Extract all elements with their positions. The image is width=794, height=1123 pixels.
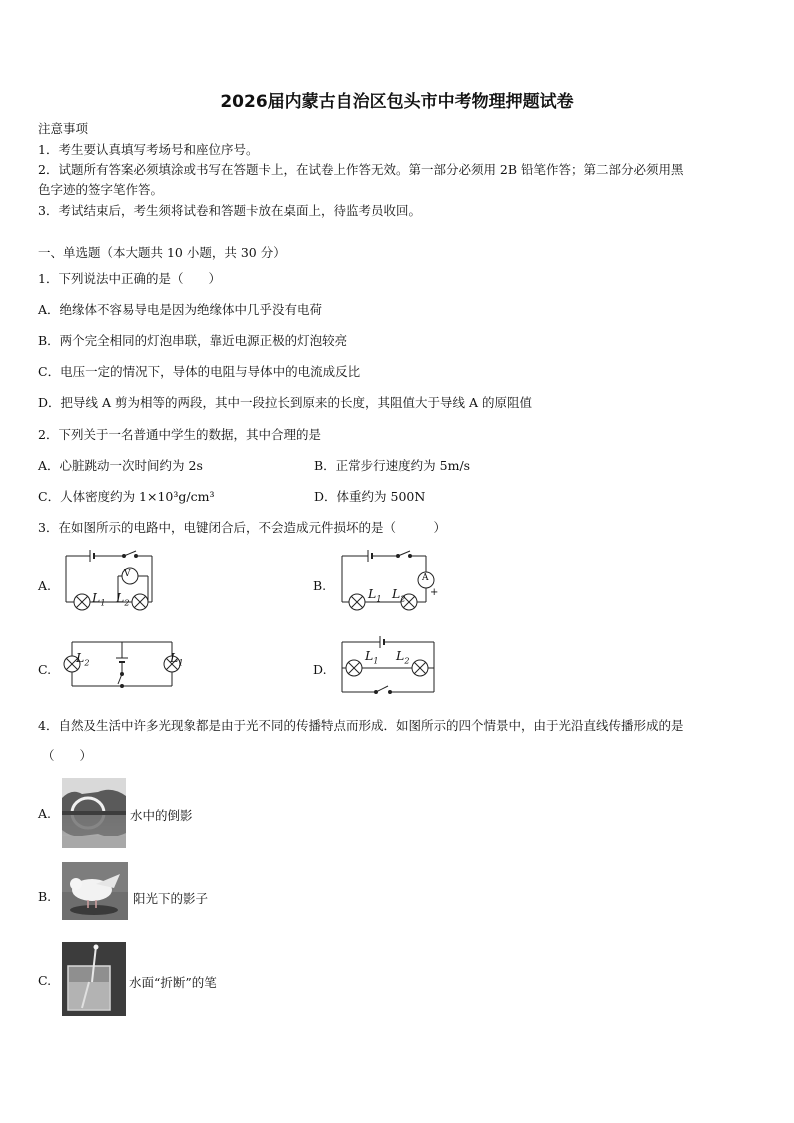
- pencil-in-glass-photo-icon: [62, 942, 126, 1016]
- bridge-reflection-photo-icon: [62, 778, 126, 848]
- notice-item: 3．考试结束后，考生须将试卷和答题卡放在桌面上，待监考员收回。: [38, 203, 421, 218]
- q1-option-d: D．把导线 A 剪为相等的两段，其中一段拉长到原来的长度，其阻值大于导线 A 的原阻值: [38, 395, 532, 410]
- notice-heading: 注意事项: [38, 121, 89, 136]
- q3-label-d: D.: [313, 662, 327, 677]
- notice-item: 2．试题所有答案必须填涂或书写在答题卡上，在试卷上作答无效。第一部分必须用 2B 铅笔作答；第二部分必须用黑: [38, 162, 684, 177]
- q1-stem: 1．下列说法中正确的是（ ）: [38, 271, 221, 286]
- q4-label-c: C.: [38, 973, 52, 988]
- q3-label-a: A.: [38, 578, 52, 593]
- circuit-b-plus-sign: +: [430, 587, 439, 598]
- q2-option-b: B．正常步行速度约为 5m/s: [314, 458, 471, 473]
- circuit-b-ammeter-symbol: A: [422, 573, 429, 583]
- q1-option-a: A．绝缘体不容易导电是因为绝缘体中几乎没有电荷: [38, 302, 323, 317]
- circuit-a-voltmeter-symbol: V: [124, 569, 131, 579]
- q4-caption-a: 水中的倒影: [130, 808, 193, 823]
- circuit-b-diagram: [338, 548, 442, 620]
- section-heading: 一、单选题（本大题共 10 小题，共 30 分）: [38, 245, 286, 260]
- q3-label-c: C.: [38, 662, 52, 677]
- q1-option-b: B．两个完全相同的灯泡串联，靠近电源正极的灯泡较亮: [38, 333, 348, 348]
- circuit-d-l1-label: $L_1$: [365, 648, 379, 666]
- q2-option-a: A．心脏跳动一次时间约为 2s: [38, 458, 203, 473]
- circuit-b-l2-label: $L_2$: [392, 586, 406, 604]
- q4-label-b: B.: [38, 889, 52, 904]
- circuit-c-l2-label: $L_2$: [76, 650, 90, 668]
- q2-option-d: D．体重约为 500N: [314, 489, 426, 504]
- circuit-a-diagram: [60, 548, 160, 620]
- q4-stem: 4．自然及生活中许多光现象都是由于光不同的传播特点而形成．如图所示的四个情景中，由于光沿直线传播形成的是: [38, 718, 684, 733]
- notice-item: 色字迹的签字笔作答。: [38, 182, 164, 197]
- q2-option-c: C．人体密度约为 1×10³g/cm³: [38, 489, 215, 504]
- dove-shadow-photo-icon: [62, 862, 128, 920]
- q3-label-b: B.: [313, 578, 327, 593]
- circuit-a-l1-label: $L_1$: [92, 590, 106, 608]
- q3-stem: 3．在如图所示的电路中，电键闭合后，不会造成元件损坏的是（ ）: [38, 520, 446, 535]
- q4-stem-bracket: （ ）: [42, 748, 93, 763]
- q1-option-c: C．电压一定的情况下，导体的电阻与导体中的电流成反比: [38, 364, 361, 379]
- q4-label-a: A.: [38, 806, 52, 821]
- circuit-b-l1-label: $L_1$: [368, 586, 382, 604]
- circuit-c-l1-label: $L_1$: [170, 650, 184, 668]
- q4-caption-c: 水面“折断”的笔: [129, 975, 217, 990]
- circuit-a-l2-label: $L_2$: [116, 590, 130, 608]
- circuit-d-diagram: [340, 634, 436, 696]
- q2-stem: 2．下列关于一名普通中学生的数据，其中合理的是: [38, 427, 321, 442]
- q4-caption-b: 阳光下的影子: [133, 891, 209, 906]
- page-title: 2026届内蒙古自治区包头市中考物理押题试卷: [220, 92, 574, 112]
- notice-item: 1．考生要认真填写考场号和座位序号。: [38, 142, 259, 157]
- circuit-d-l2-label: $L_2$: [396, 648, 410, 666]
